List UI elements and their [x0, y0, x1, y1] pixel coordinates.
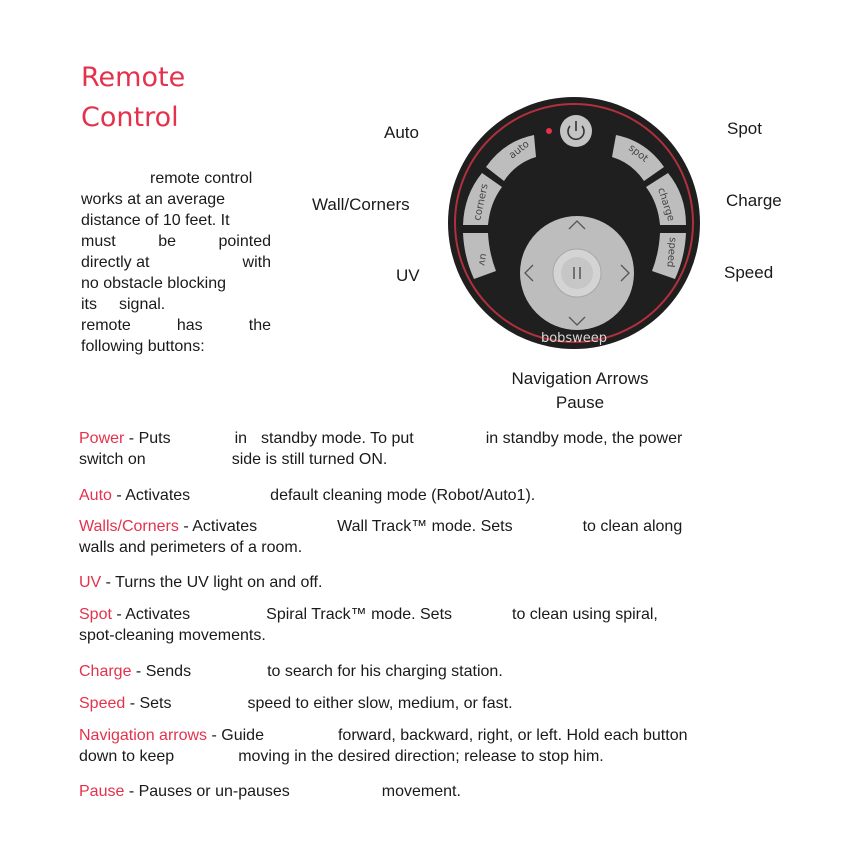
intro-line: remote control: [150, 170, 253, 187]
definition-navigation-arrows: Navigation arrows - Guide forward, backward, right, or left. Hold each button down to keep moving in the desired direction; release to stop him.: [79, 727, 688, 765]
definition-uv: UV - Turns the UV light on and off.: [79, 574, 323, 591]
definition-walls-corners: Walls/Corners - Activates Wall Track™ mode. Sets to clean along walls and perimeters of a room.: [79, 518, 683, 556]
svg-text:corners: corners: [472, 182, 491, 222]
definition-spot: Spot - Activates Spiral Track™ mode. Sets to clean using spiral, spot-cleaning movements.: [79, 606, 658, 644]
intro-line: directly at with: [81, 254, 271, 271]
remote-control-illustration: [446, 95, 702, 351]
callout-auto: Auto: [384, 123, 419, 142]
pause-button-inner: [561, 257, 593, 289]
callout-pause: Pause: [555, 393, 605, 412]
definition-charge: Charge - Sends to search for his charging station.: [79, 663, 503, 680]
title-line-1: Remote: [81, 62, 186, 93]
brand-logo: bobsweep: [540, 331, 608, 346]
callout-speed: Speed: [724, 263, 774, 282]
intro-line: works at an average: [81, 191, 226, 208]
svg-text:speed: speed: [664, 236, 678, 268]
callout-charge: Charge: [726, 191, 782, 210]
intro-line: following buttons:: [81, 338, 205, 355]
intro-line: distance of 10 feet. It: [81, 212, 230, 229]
definition-speed: Speed - Sets speed to either slow, medium, or fast.: [79, 695, 513, 712]
intro-paragraph: [81, 168, 271, 357]
definition-power: Power - Puts in standby mode. To put in standby mode, the power switch on side is still turned ON.: [79, 430, 683, 468]
page-title: [81, 58, 281, 138]
intro-line: must be pointed: [81, 233, 271, 250]
status-led: [546, 128, 552, 134]
svg-text:uv: uv: [475, 252, 489, 267]
intro-line: no obstacle blocking: [81, 275, 226, 292]
definition-auto: Auto - Activates default cleaning mode (Robot/Auto1).: [79, 487, 536, 504]
callout-navigation-arrows: Navigation Arrows: [511, 369, 649, 388]
title-line-2: Control: [81, 102, 179, 133]
svg-text:auto: auto: [507, 138, 532, 162]
callout-spot: Spot: [727, 119, 762, 138]
intro-line: remote has the: [81, 317, 271, 334]
intro-line: its signal.: [81, 296, 166, 313]
svg-text:spot: spot: [626, 142, 650, 165]
svg-text:charge: charge: [655, 186, 677, 223]
callout-uv: UV: [396, 266, 420, 285]
callout-wall-corners: Wall/Corners: [312, 195, 410, 214]
definition-pause: Pause - Pauses or un-pauses movement.: [79, 783, 461, 800]
